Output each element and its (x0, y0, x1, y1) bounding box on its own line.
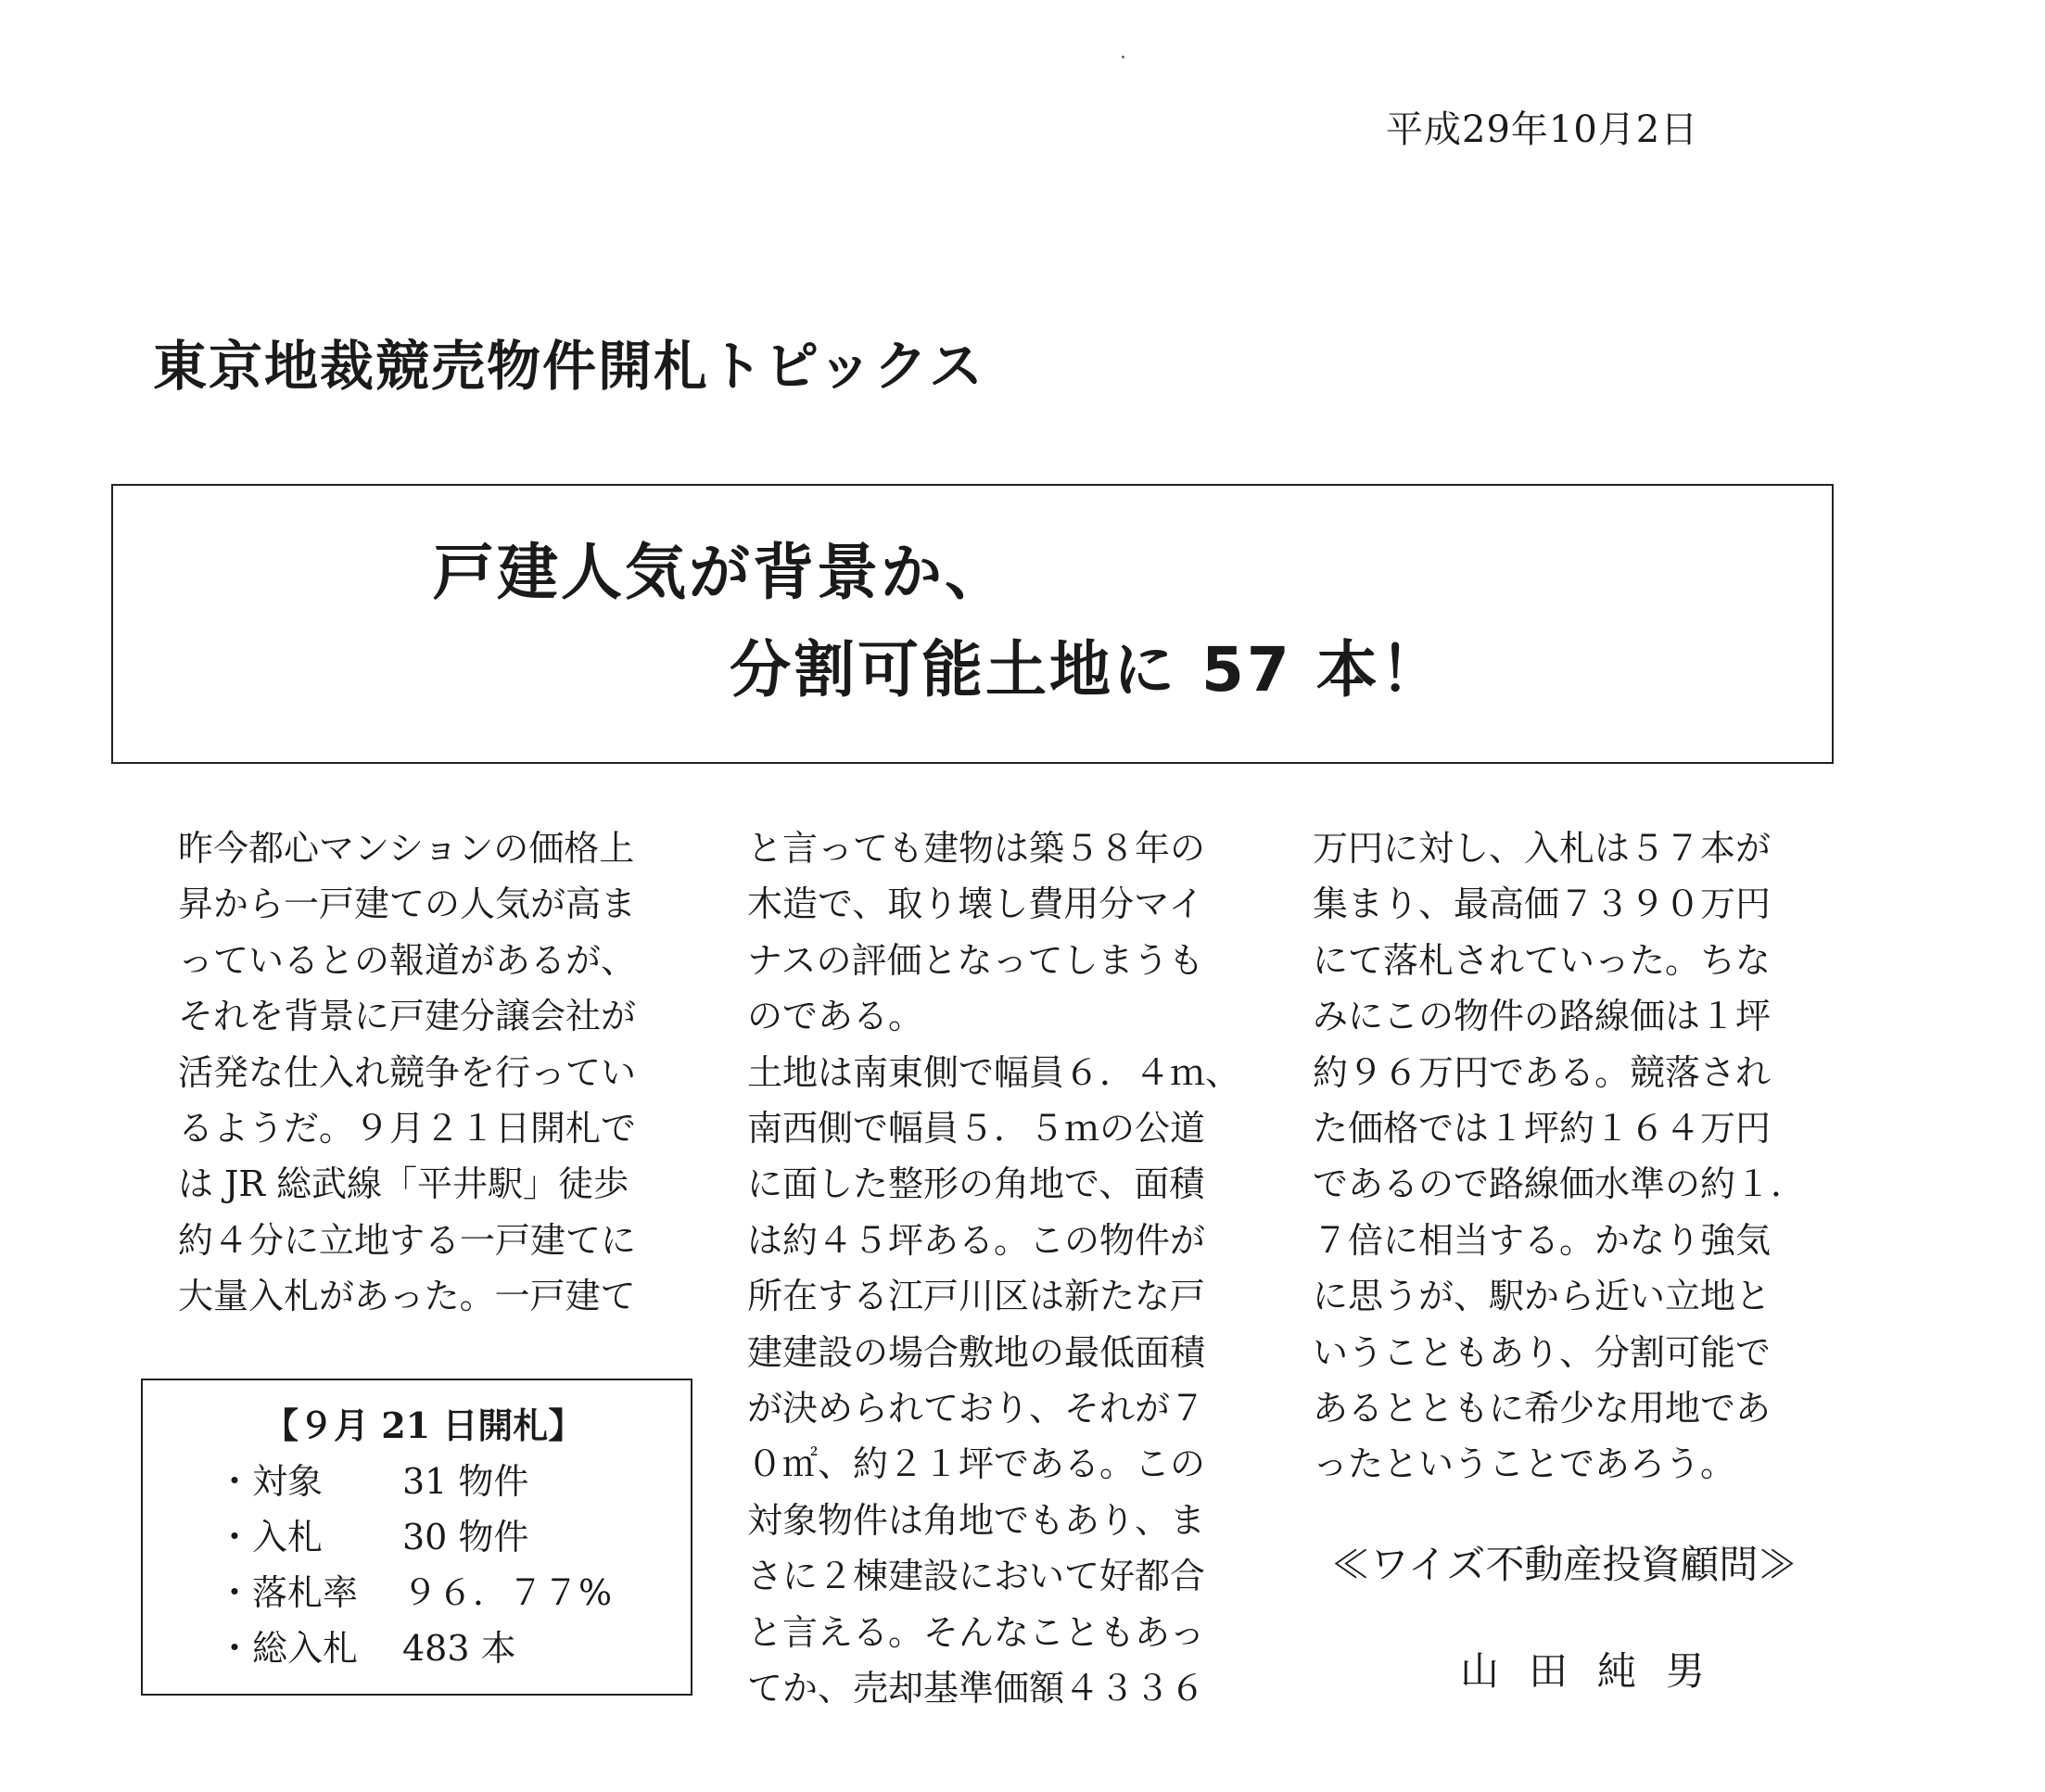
summary-row (217, 1564, 612, 1615)
article-line: ０㎡、約２１坪である。この (747, 1443, 1206, 1485)
article-line: 約４分に立地する一戸建てに (178, 1219, 637, 1261)
summary-label: ・落札率 (217, 1572, 359, 1613)
article-line: あるとともに希少な用地であ (1313, 1388, 1772, 1430)
headline-line-2: 分割可能土地に 57 本！ (730, 634, 1444, 705)
summary-label: ・入札 (217, 1517, 324, 1557)
article-line: てか、売却基準価額４３３６ (747, 1668, 1206, 1709)
article-line: 万円に対し、入札は５７本が (1313, 828, 1772, 869)
summary-label: ・対象 (217, 1461, 324, 1502)
author-organization: ≪ワイズ不動産投資顧問≫ (1331, 1542, 1797, 1587)
summary-row (217, 1453, 528, 1504)
article-line: 大量入札があった。一戸建て (178, 1276, 636, 1317)
article-column-2 (747, 820, 1241, 1717)
article-column-1 (178, 820, 669, 1325)
article-line: に面した整形の角地で、面積 (747, 1163, 1205, 1205)
article-line: であるので路線価水準の約１． (1313, 1163, 1807, 1205)
article-column-3 (1313, 820, 1807, 1493)
article-line: いうこともあり、分割可能で (1313, 1331, 1772, 1373)
summary-value: 483 本 (402, 1628, 516, 1669)
article-line: ナスの評価となってしまうも (747, 939, 1204, 981)
article-line: 建建設の場合敷地の最低面積 (747, 1331, 1206, 1373)
article-line: ったということであろう。 (1313, 1443, 1736, 1485)
document-date: 平成29年10月2日 (1386, 108, 1699, 151)
article-line: た価格では１坪約１６４万円 (1313, 1108, 1772, 1150)
article-line: は JR 総武線「平井駅」徒歩 (178, 1163, 629, 1205)
article-line: さに２棟建設において好都合 (747, 1556, 1206, 1597)
article-line: が決められており、それが７ (747, 1388, 1206, 1430)
article-line: にて落札されていった。ちな (1313, 939, 1772, 981)
article-line: に思うが、駅から近い立地と (1313, 1276, 1772, 1317)
article-line: みにこの物件の路線価は１坪 (1313, 996, 1772, 1037)
article-line: と言える。そんなこともあっ (747, 1611, 1205, 1653)
article-line: 活発な仕入れ競争を行ってい (178, 1051, 637, 1093)
summary-row (217, 1508, 528, 1559)
article-line: 対象物件は角地でもあり、ま (747, 1499, 1206, 1541)
article-line: 木造で、取り壊し費用分マイ (747, 883, 1204, 925)
author-name: 山田純男 (1460, 1648, 1735, 1694)
article-line: るようだ。９月２１日開札で (178, 1108, 637, 1150)
article-line: と言っても建物は築５８年の (747, 828, 1206, 869)
summary-value: 30 物件 (402, 1517, 529, 1557)
summary-value: 31 物件 (402, 1461, 529, 1502)
article-line: 土地は南東側で幅員６．４ｍ、 (747, 1051, 1241, 1093)
article-line: 南西側で幅員５．５ｍの公道 (747, 1108, 1206, 1150)
print-speck (1122, 56, 1124, 58)
article-line: のである。 (747, 996, 924, 1037)
topic-title: 東京地裁競売物件開札トピックス (153, 335, 985, 398)
article-line: 所在する江戸川区は新たな戸 (747, 1276, 1206, 1317)
article-line: 昨今都心マンションの価格上 (178, 828, 635, 869)
auction-summary-box (141, 1379, 692, 1696)
summary-value: ９６．７７% (402, 1572, 613, 1613)
article-line: は約４５坪ある。この物件が (747, 1219, 1206, 1261)
article-line: 集まり、最高価７３９０万円 (1313, 883, 1772, 925)
article-line: 約９６万円である。競落され (1313, 1051, 1772, 1093)
article-line: それを背景に戸建分譲会社が (178, 996, 637, 1037)
article-line: ７倍に相当する。かなり強気 (1313, 1219, 1772, 1261)
headline-box (111, 484, 1834, 764)
summary-row (217, 1620, 516, 1671)
summary-label: ・総入札 (217, 1628, 359, 1669)
article-line: っているとの報道があるが、 (178, 939, 637, 981)
article-line: 昇から一戸建ての人気が高ま (178, 883, 637, 925)
summary-title: 【９月 21 日開札】 (263, 1404, 584, 1446)
headline-line-1: 戸建人気が背景か、 (433, 537, 1009, 608)
